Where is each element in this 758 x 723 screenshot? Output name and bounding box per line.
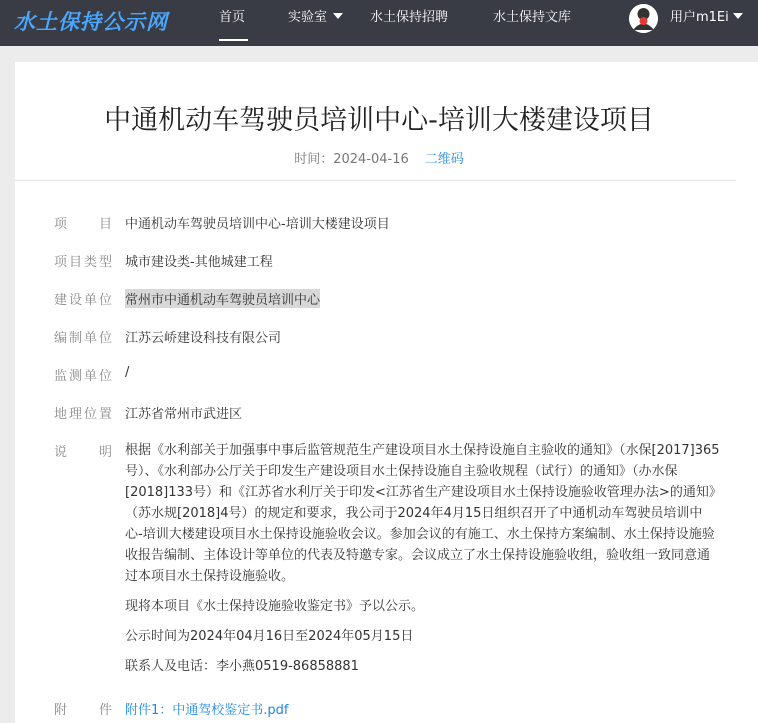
field-label-compiler: 编制单位	[54, 331, 112, 346]
description-body	[125, 440, 720, 686]
nav-home[interactable]: 首页	[219, 10, 246, 25]
nav-lab-dropdown[interactable]	[288, 0, 343, 36]
nav-lab-label: 实验室	[288, 10, 328, 25]
qrcode-link[interactable]: 二维码	[424, 152, 464, 167]
field-value-monitor: /	[125, 365, 130, 380]
field-label-project: 项目	[54, 217, 112, 232]
field-label-description: 说明	[54, 445, 112, 460]
active-nav-indicator	[219, 39, 248, 41]
time-label: 时间：	[294, 152, 334, 167]
nav-library[interactable]: 水土保持文库	[493, 10, 572, 25]
username: 用户m1Ei	[670, 10, 729, 25]
avatar-icon	[629, 4, 658, 33]
description-paragraph: 现将本项目《水土保持设施验收鉴定书》予以公示。	[125, 599, 425, 614]
description-paragraph: 根据《水利部关于加强事中事后监管规范生产建设项目水土保持设施自主验收的通知》（水保[2017]365号）、《水利部办公厅关于印发生产建设项目水土保持设施自主验收规程（试行）的通知》（办水保[2018]133号）和《江苏省水利厅关于印发<江苏省生产建设项目水土保持设施验收管理办法>的通知》（苏水规[2018]4号）的规定和要求，我公司于2024年4月15日组织召开了中通机动车驾驶员培训中心-培训大楼建设项目水土保持设施验收会议。参加会议的有施工、水土保持方案编制、水土保持设施验收报告编制、主体设计等单位的代表及特邀专家。会议成立了水土保持设施验收组，验收组一致同意通过本项目水土保持设施验收。	[125, 443, 720, 584]
chevron-down-icon	[333, 13, 343, 19]
field-label-attachment: 附件	[54, 703, 112, 718]
field-value-location: 江苏省常州市武进区	[125, 407, 243, 422]
top-navbar	[0, 0, 758, 46]
divider	[15, 180, 736, 181]
field-label-monitor: 监测单位	[54, 369, 112, 384]
page-title: 中通机动车驾驶员培训中心-培训大楼建设项目	[104, 105, 654, 136]
avatar[interactable]	[629, 4, 658, 33]
site-logo[interactable]: 水土保持公示网	[14, 10, 168, 34]
field-value-builder: 常州市中通机动车驾驶员培训中心	[125, 289, 320, 308]
article-meta	[0, 148, 758, 167]
description-paragraph: 联系人及电话：李小燕0519-86858881	[125, 659, 359, 674]
field-value-compiler: 江苏云峤建设科技有限公司	[125, 331, 282, 346]
publish-date: 2024-04-16	[333, 152, 409, 167]
nav-jobs[interactable]: 水土保持招聘	[370, 10, 449, 25]
attachment-link[interactable]: 附件1：中通驾校鉴定书.pdf	[125, 703, 289, 718]
description-paragraph: 公示时间为2024年04月16日至2024年05月15日	[125, 629, 414, 644]
field-label-location: 地理位置	[54, 407, 112, 422]
chevron-down-icon	[733, 13, 743, 19]
field-value-project-type: 城市建设类-其他城建工程	[125, 255, 273, 270]
field-label-project-type: 项目类型	[54, 255, 112, 270]
field-value-project: 中通机动车驾驶员培训中心-培训大楼建设项目	[125, 217, 390, 232]
user-menu[interactable]	[670, 0, 743, 36]
field-label-builder: 建设单位	[54, 293, 112, 308]
